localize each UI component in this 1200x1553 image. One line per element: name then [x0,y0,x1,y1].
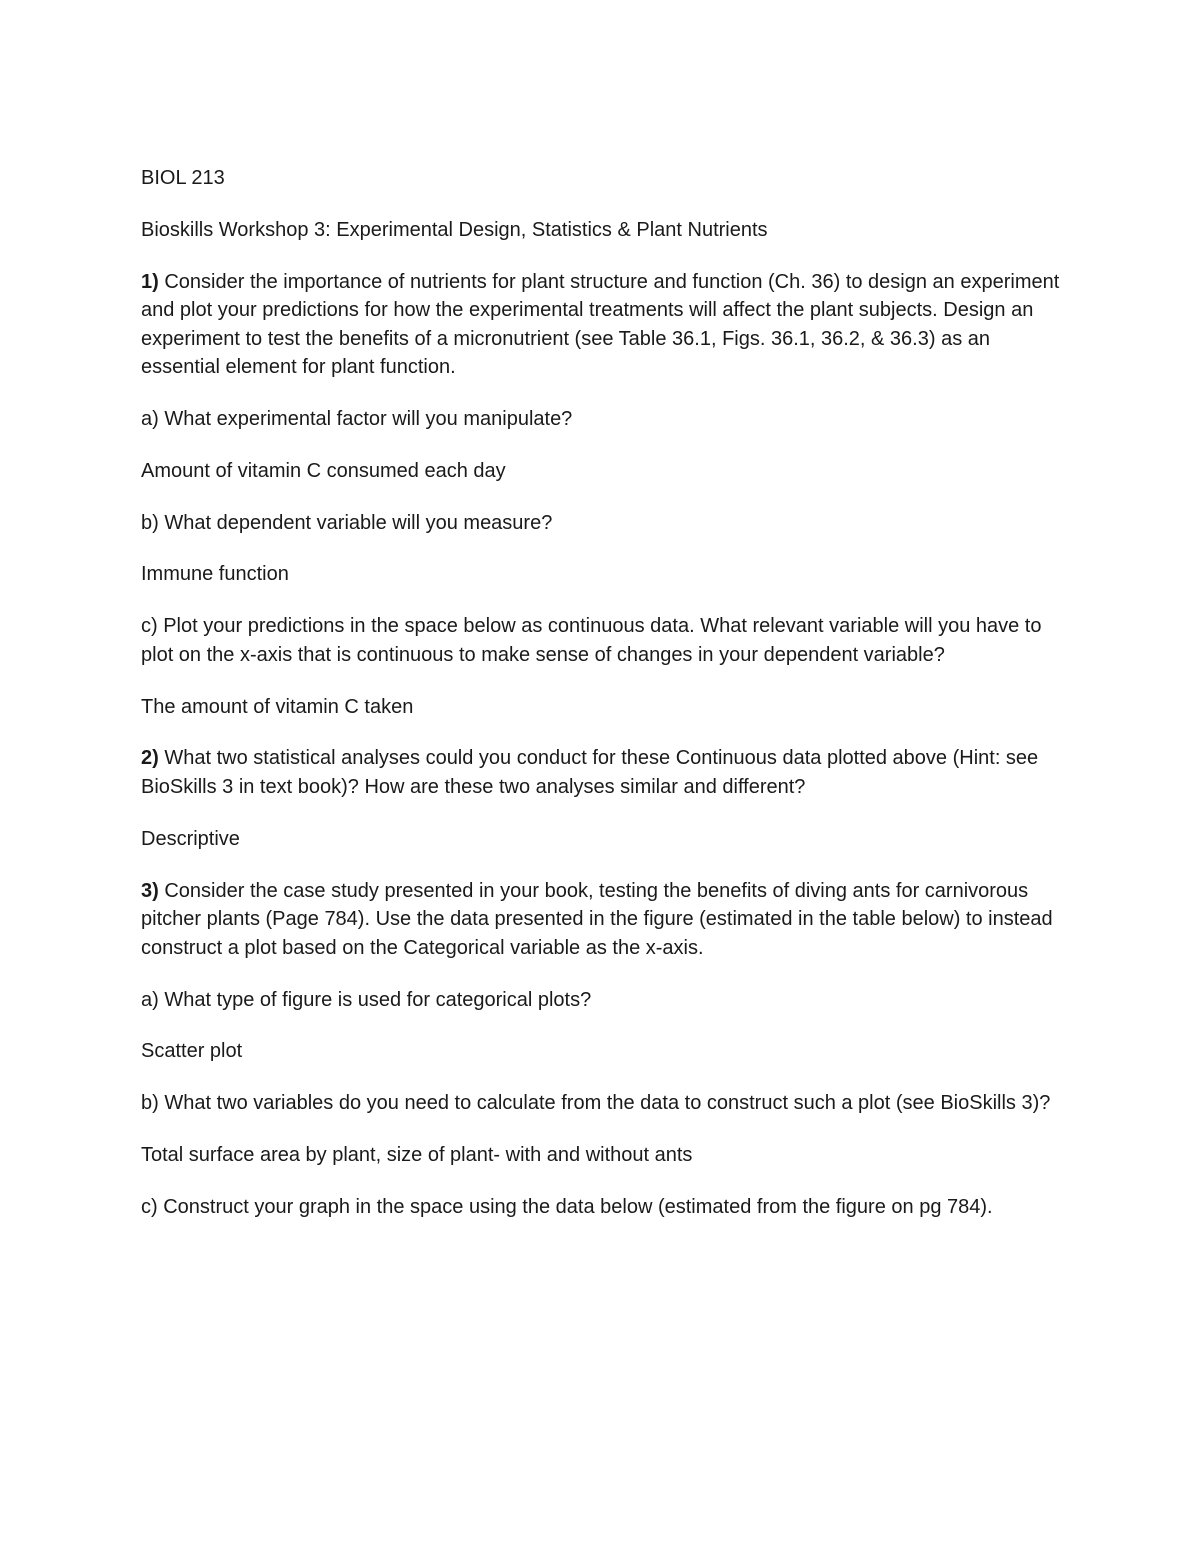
answer-3a: Scatter plot [141,1040,243,1063]
question-3b: b) What two variables do you need to calculate from the data to construct such a plot (see BioSkills 3)? [141,1092,1051,1115]
answer-2: Descriptive [141,827,240,850]
question-1c: c) Plot your predictions in the space below as continuous data. What relevant variable will you have to plot on the x-axis that is continuous to make sense of changes in your dependent variable? [141,615,1042,666]
question-3-number: 3) [141,879,159,902]
question-2-text: What two statistical analyses could you conduct for these Continuous data plotted above (Hint: see BioSkills 3 in text book)? How are these two analyses similar and different? [141,747,1039,798]
document-title: Bioskills Workshop 3: Experimental Design, Statistics & Plant Nutrients [141,218,768,241]
question-3c: c) Construct your graph in the space using the data below (estimated from the figure on pg 784). [141,1195,993,1218]
course-code: BIOL 213 [141,167,225,189]
question-1-text: Consider the importance of nutrients for plant structure and function (Ch. 36) to design an experiment and plot your predictions for how the experimental treatments will affect the plant subjects. Design an experiment to test the benefits of a micronutrient (see Table 36.1, Figs. 36.1, 36.2, & 36.3) as an essential element for plant function. [141,270,1060,379]
question-2 [141,744,1061,801]
question-3-text: Consider the case study presented in your book, testing the benefits of diving ants for carnivorous pitcher plants (Page 784). Use the data presented in the figure (estimated in the table below) to instead construct a plot based on the Categorical variable as the x-axis. [141,879,1053,959]
answer-1c: The amount of vitamin C taken [141,695,414,718]
document-body [141,164,1061,1244]
question-3a: a) What type of figure is used for categorical plots? [141,988,592,1011]
question-2-number: 2) [141,747,159,770]
answer-1b: Immune function [141,563,289,586]
question-1b: b) What dependent variable will you measure? [141,511,553,534]
question-1-number: 1) [141,270,159,293]
question-1a: a) What experimental factor will you manipulate? [141,408,573,431]
question-3 [141,877,1061,963]
question-1 [141,268,1061,382]
answer-3b: Total surface area by plant, size of plant- with and without ants [141,1143,693,1166]
answer-1a: Amount of vitamin C consumed each day [141,459,506,482]
